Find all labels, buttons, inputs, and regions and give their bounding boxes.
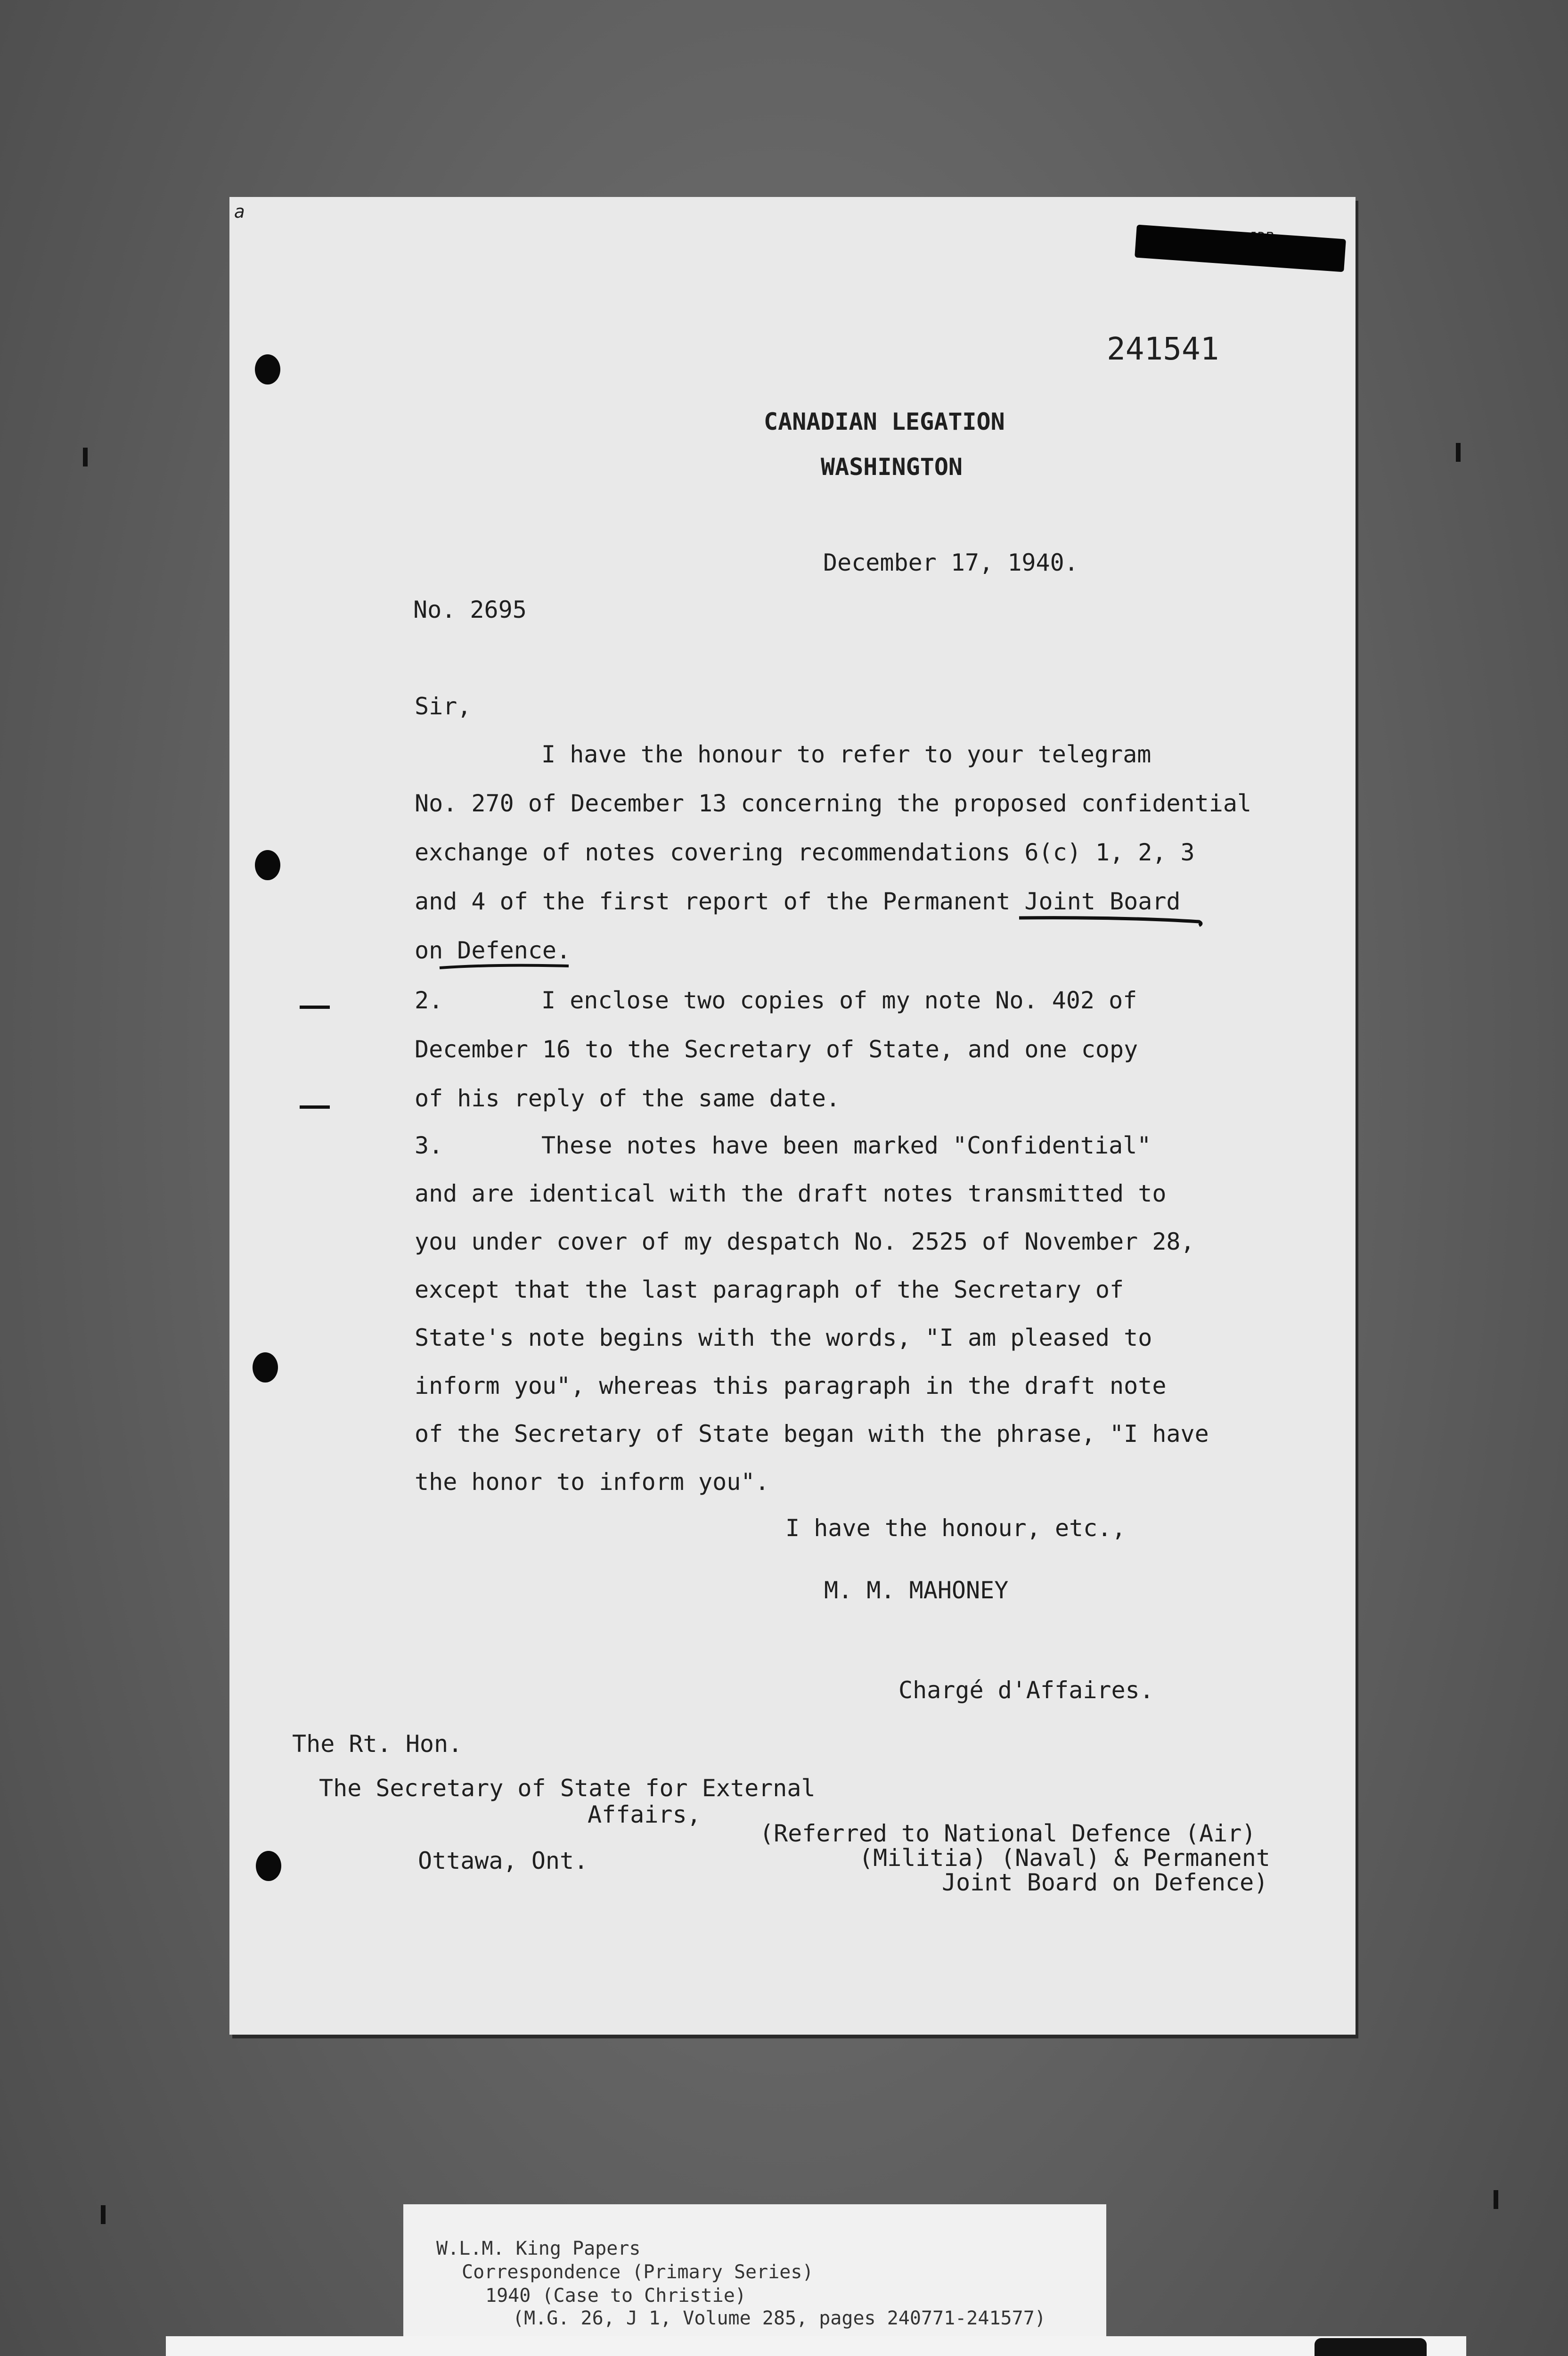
punch-hole xyxy=(255,850,280,880)
catalog-line: W.L.M. King Papers xyxy=(436,2238,641,2259)
para3-line: inform you", whereas this paragraph in the draft note xyxy=(415,1372,1167,1399)
referral-note: (Militia) (Naval) & Permanent xyxy=(859,1844,1270,1872)
addressee-line: Ottawa, Ont. xyxy=(418,1847,588,1874)
film-corner-mark xyxy=(1456,443,1461,462)
para1-line: No. 270 of December 13 concerning the proposed confidential xyxy=(415,790,1252,817)
punch-hole xyxy=(253,1352,278,1383)
para2-line: of his reply of the same date. xyxy=(415,1085,841,1112)
para3-line: of the Secretary of State began with the phrase, "I have xyxy=(415,1420,1209,1448)
archives-banner xyxy=(166,2336,1466,2356)
catalog-line: Correspondence (Primary Series) xyxy=(462,2261,814,2283)
para3-line: except that the last paragraph of the Secretary of xyxy=(415,1276,1124,1303)
catalog-line: 1940 (Case to Christie) xyxy=(485,2285,746,2307)
addressee-line: The Rt. Hon. xyxy=(292,1730,463,1758)
addressee-line: Affairs, xyxy=(588,1801,701,1828)
para3-line: These notes have been marked "Confidential" xyxy=(541,1132,1152,1159)
catalog-label xyxy=(403,2204,1106,2339)
punch-hole xyxy=(255,354,280,384)
para1-line: I have the honour to refer to your telegram xyxy=(541,741,1152,768)
catalog-line: (M.G. 26, J 1, Volume 285, pages 240771-241577) xyxy=(513,2307,1046,2329)
archives-logo xyxy=(1315,2338,1427,2356)
para3-line: and are identical with the draft notes transmitted to xyxy=(415,1180,1167,1207)
para3-line: the honor to inform you". xyxy=(415,1468,769,1496)
top-left-mark: a xyxy=(234,201,245,222)
para2-line: December 16 to the Secretary of State, and one copy xyxy=(415,1036,1138,1063)
film-corner-mark xyxy=(1494,2190,1498,2209)
letterhead-line2: WASHINGTON xyxy=(821,453,963,481)
para1-line: on Defence. xyxy=(415,937,571,964)
signature: M. M. MAHONEY xyxy=(824,1577,1009,1604)
closing: I have the honour, etc., xyxy=(785,1514,1126,1542)
referral-note: (Referred to National Defence (Air) xyxy=(760,1820,1256,1847)
reference-number: No. 2695 xyxy=(413,596,527,623)
file-number: 241541 xyxy=(1107,331,1219,367)
para3-line: State's note begins with the words, "I am pleased to xyxy=(415,1324,1152,1351)
letter-page xyxy=(229,197,1356,2035)
signatory-title: Chargé d'Affaires. xyxy=(898,1677,1154,1704)
para3-line: you under cover of my despatch No. 2525 of November 28, xyxy=(415,1228,1195,1255)
pen-underline xyxy=(229,197,1356,2035)
para3-number: 3. xyxy=(415,1132,443,1159)
para2-number: 2. xyxy=(415,987,443,1014)
para1-line: exchange of notes covering recommendations 6(c) 1, 2, 3 xyxy=(415,839,1195,866)
film-corner-mark xyxy=(101,2205,106,2224)
margin-dash xyxy=(300,1006,330,1009)
margin-dash xyxy=(300,1105,330,1109)
salutation: Sir, xyxy=(415,693,472,720)
addressee-line: The Secretary of State for External xyxy=(319,1775,816,1802)
letter-date: December 17, 1940. xyxy=(823,549,1078,576)
para2-line: I enclose two copies of my note No. 402 of xyxy=(541,987,1137,1014)
punch-hole xyxy=(256,1851,281,1881)
referral-note: Joint Board on Defence) xyxy=(942,1869,1268,1896)
letterhead-line1: CANADIAN LEGATION xyxy=(764,408,1005,435)
film-corner-mark xyxy=(83,448,88,466)
para1-line: and 4 of the first report of the Permanent Joint Board xyxy=(415,888,1181,915)
